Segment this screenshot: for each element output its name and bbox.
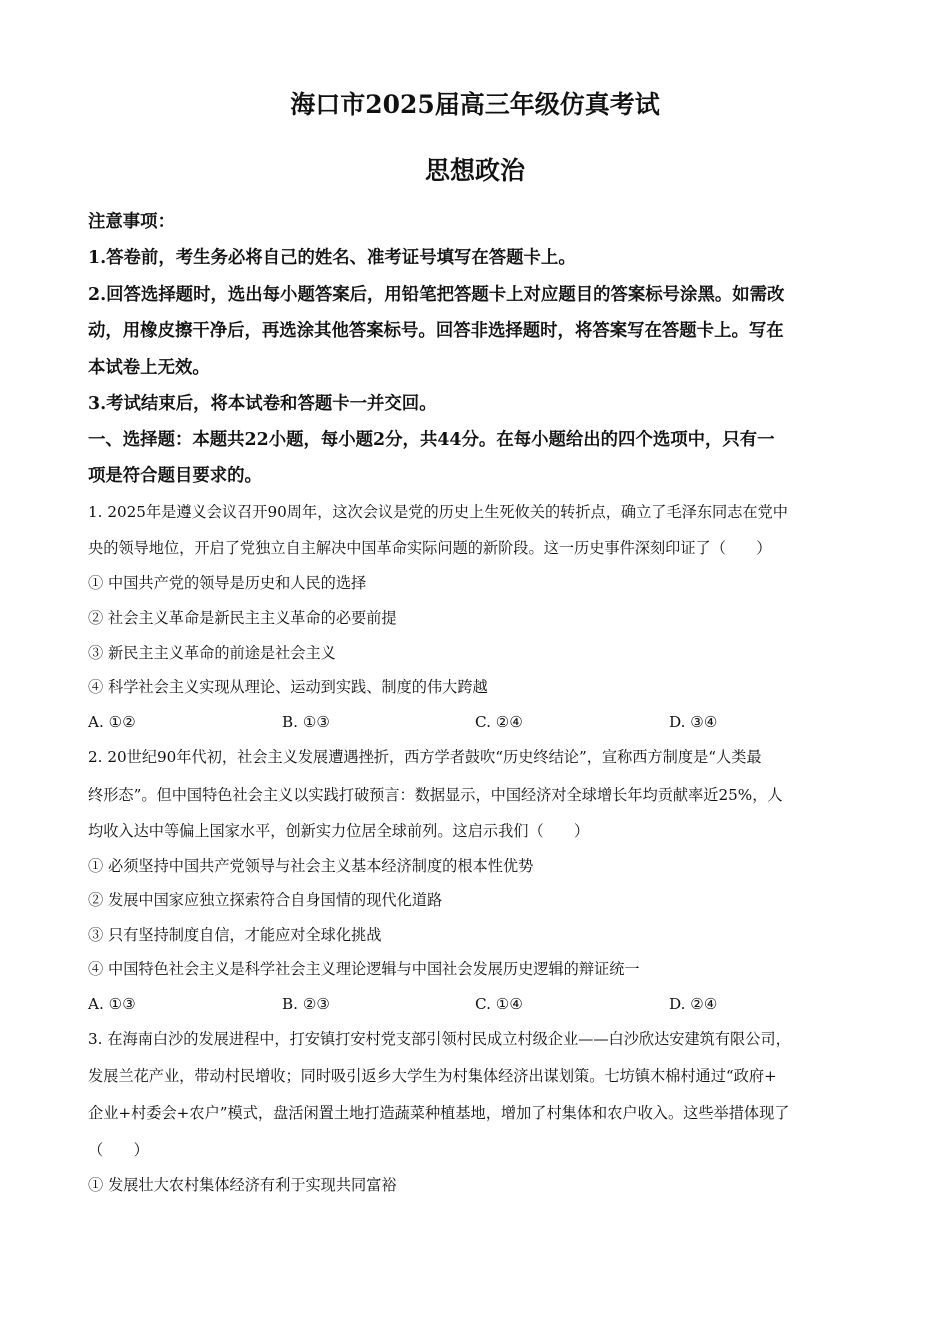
option-a: A. ①③ — [88, 995, 136, 1013]
statement: ① 中国共产党的领导是历史和人民的选择 — [88, 574, 367, 592]
option-b: B. ②③ — [282, 995, 331, 1013]
question-stem: 2. 20世纪90年代初，社会主义发展遭遇挫折，西方学者鼓吹“历史终结论”，宣称西方制度是“人类最 — [88, 748, 762, 766]
notice-line: 动，用橡皮擦干净后，再选涂其他答案标号。回答非选择题时，将答案写在答题卡上。写在 — [88, 321, 784, 341]
exam-title: 海口市2025届高三年级仿真考试 — [290, 90, 660, 119]
section-heading: 一、选择题：本题共22小题，每小题2分，共44分。在每小题给出的四个选项中，只有一 — [88, 430, 775, 450]
question-stem: （ ） — [88, 1141, 149, 1159]
notice-line: 2.回答选择题时，选出每小题答案后，用铅笔把答题卡上对应题目的答案标号涂黑。如需改 — [88, 285, 785, 305]
subject-title: 思想政治 — [424, 156, 525, 185]
notice-line: 1.答卷前，考生务必将自己的姓名、准考证号填写在答题卡上。 — [88, 248, 576, 268]
question-stem: 企业+村委会+农户”模式，盘活闲置土地打造蔬菜种植基地，增加了村集体和农户收入。这些举措体现了 — [88, 1104, 790, 1122]
statement: ④ 中国特色社会主义是科学社会主义理论逻辑与中国社会发展历史逻辑的辩证统一 — [88, 960, 640, 978]
option-c: C. ①④ — [475, 995, 523, 1013]
statement: ① 必须坚持中国共产党领导与社会主义基本经济制度的根本性优势 — [88, 857, 534, 875]
option-d: D. ②④ — [669, 995, 718, 1013]
statement: ③ 只有坚持制度自信，才能应对全球化挑战 — [88, 926, 382, 944]
statement: ② 社会主义革命是新民主主义革命的必要前提 — [88, 609, 397, 627]
option-b: B. ①③ — [282, 713, 331, 731]
option-a: A. ①② — [88, 713, 136, 731]
statement: ② 发展中国家应独立探索符合自身国情的现代化道路 — [88, 891, 443, 909]
question-stem: 发展兰花产业，带动村民增收；同时吸引返乡大学生为村集体经济出谋划策。七坊镇木棉村通过“政府+ — [88, 1067, 777, 1085]
notice-heading: 注意事项： — [88, 212, 175, 232]
statement: ① 发展壮大农村集体经济有利于实现共同富裕 — [88, 1176, 397, 1194]
question-stem: 央的领导地位，开启了党独立自主解决中国革命实际问题的新阶段。这一历史事件深刻印证了（ ） — [88, 539, 772, 557]
section-heading: 项是符合题目要求的。 — [88, 466, 262, 486]
notice-line: 本试卷上无效。 — [88, 358, 210, 378]
question-stem: 均收入达中等偏上国家水平，创新实力位居全球前列。这启示我们（ ） — [88, 822, 590, 840]
question-stem: 终形态”。但中国特色社会主义以实践打破预言：数据显示，中国经济对全球增长年均贡献率近25%，人 — [88, 786, 783, 804]
question-stem: 1. 2025年是遵义会议召开90周年，这次会议是党的历史上生死攸关的转折点，确立了毛泽东同志在党中 — [88, 503, 788, 521]
question-stem: 3. 在海南白沙的发展进程中，打安镇打安村党支部引领村民成立村级企业——白沙欣达安建筑有限公司， — [88, 1030, 791, 1048]
option-c: C. ②④ — [475, 713, 523, 731]
notice-line: 3.考试结束后，将本试卷和答题卡一并交回。 — [88, 394, 437, 414]
option-d: D. ③④ — [669, 713, 718, 731]
statement: ③ 新民主主义革命的前途是社会主义 — [88, 644, 336, 662]
statement: ④ 科学社会主义实现从理论、运动到实践、制度的伟大跨越 — [88, 678, 488, 696]
